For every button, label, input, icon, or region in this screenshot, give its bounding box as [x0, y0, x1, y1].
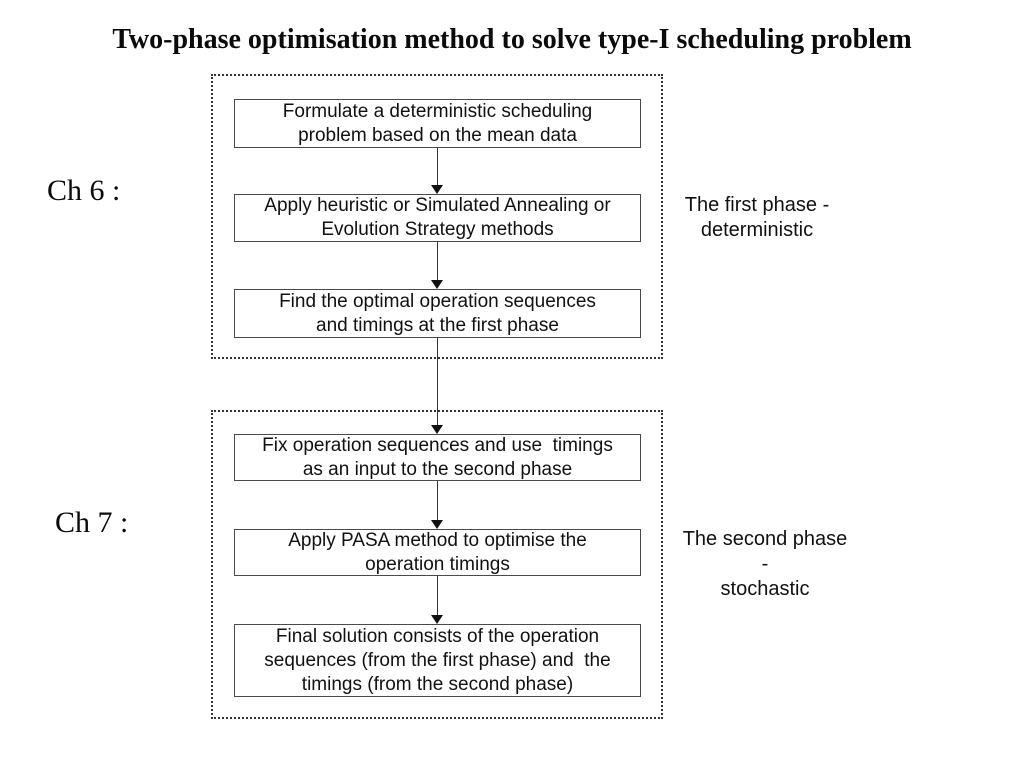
page-title: Two-phase optimisation method to solve type-I scheduling problem: [112, 24, 912, 55]
phase1-side-label-line: The first phase -: [684, 194, 830, 216]
flow-box-apply-pasa: [234, 529, 641, 576]
phase2-side-label-line: The second phase -: [682, 528, 848, 575]
flow-box-find-optimal-sequences: [234, 289, 641, 338]
flow-box-text-line: Formulate a deterministic scheduling: [282, 100, 593, 122]
down-arrow-icon: [431, 148, 444, 194]
flow-box-text-line: sequences (from the first phase) and the: [264, 649, 611, 671]
flow-box-formulate-problem: [234, 99, 641, 148]
flow-box-apply-heuristic: [234, 194, 641, 242]
flow-box-text-line: timings (from the second phase): [301, 673, 574, 695]
flow-box-text-line: problem based on the mean data: [298, 124, 577, 146]
flow-box-final-solution: [234, 624, 641, 697]
flow-box-text-line: as an input to the second phase: [302, 458, 573, 480]
chapter-label-ch7: Ch 7 :: [55, 506, 129, 539]
phase2-side-label-line: stochastic: [720, 578, 810, 600]
flow-box-fix-sequences: [234, 434, 641, 481]
phase1-side-label: [672, 193, 842, 243]
phase1-side-label-line: deterministic: [700, 219, 814, 241]
flow-box-text-line: operation timings: [365, 553, 510, 575]
flow-box-text-line: Final solution consists of the operation: [275, 625, 600, 647]
chapter-label-ch6: Ch 6 :: [47, 174, 121, 207]
flow-box-text-line: Fix operation sequences and use timings: [262, 434, 613, 456]
down-arrow-icon: [431, 338, 444, 434]
flow-box-text-line: Apply heuristic or Simulated Annealing or: [264, 195, 611, 216]
down-arrow-icon: [431, 576, 444, 624]
down-arrow-icon: [431, 242, 444, 289]
flow-box-text-line: Evolution Strategy methods: [321, 219, 554, 240]
flow-box-text-line: Apply PASA method to optimise the: [288, 529, 587, 551]
flow-box-text-line: Find the optimal operation sequences: [279, 290, 596, 312]
phase2-side-label: [678, 527, 852, 602]
flow-box-text-line: and timings at the first phase: [316, 314, 559, 336]
down-arrow-icon: [431, 481, 444, 529]
